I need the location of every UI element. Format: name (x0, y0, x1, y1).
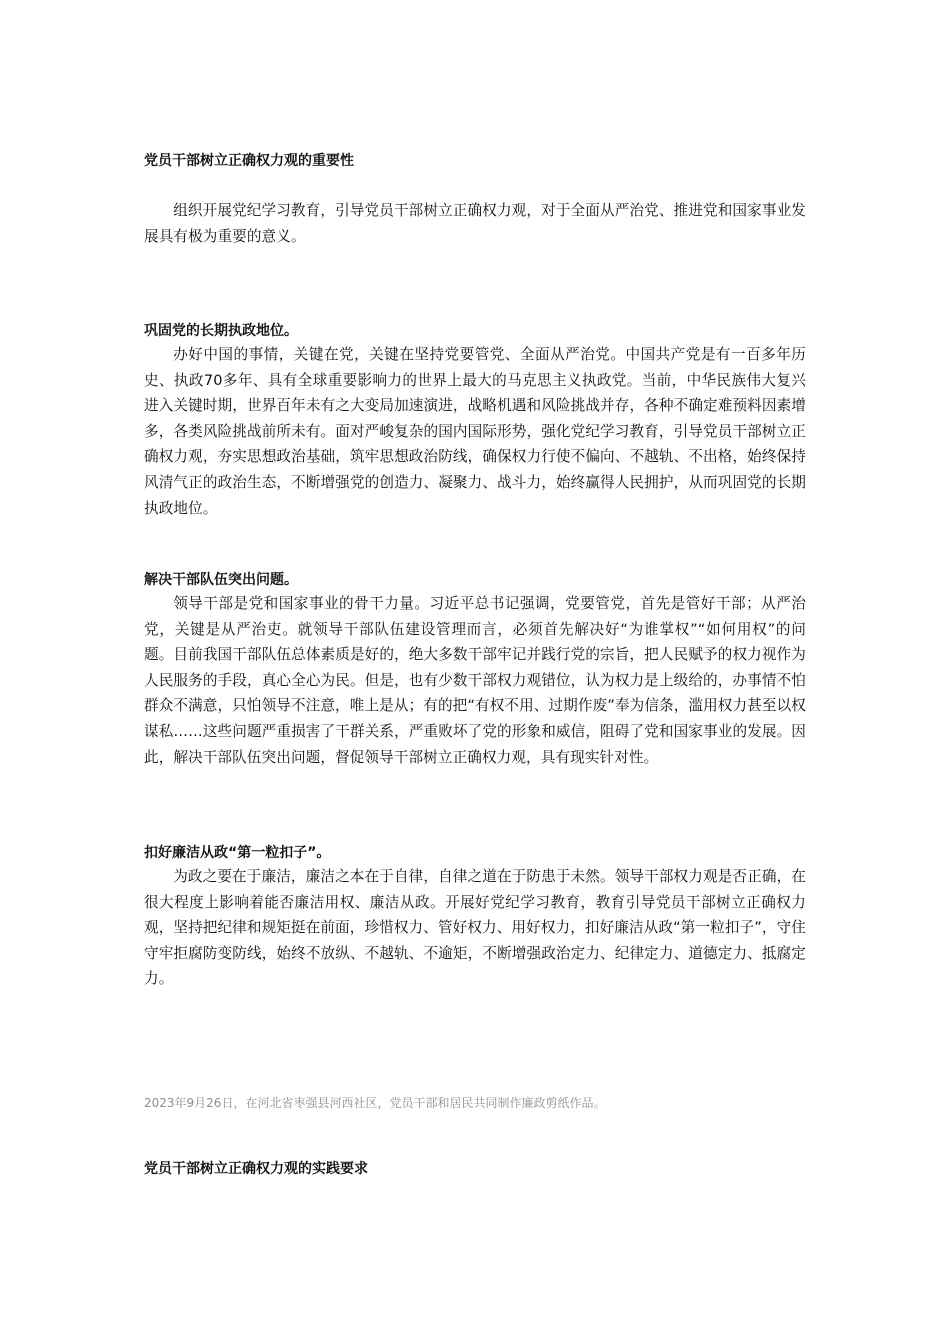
image-caption-block (144, 1094, 806, 1112)
next-section-heading: 党员干部树立正确权力观的实践要求 (144, 1161, 368, 1177)
section-heading: 巩固党的长期执政地位。 (144, 323, 298, 339)
intro-block (144, 198, 806, 249)
image-caption: 2023年9月26日，在河北省枣强县河西社区，党员干部和居民共同制作廉政剪纸作品。 (144, 1096, 606, 1110)
section-body: 领导干部是党和国家事业的骨干力量。习近平总书记强调，党要管党，首先是管好干部；从严治党，关键是从严治吏。就领导干部队伍建设管理而言，必须首先解决好“为谁掌权”“如何用权”的问题。目前我国干部队伍总体素质是好的，绝大多数干部牢记并践行党的宗旨，把人民赋予的权力视作为人民服务的手段，真心全心为民。但是，也有少数干部权力观错位，认为权力是上级给的，办事情不怕群众不满意，只怕领导不注意，唯上是从；有的把“有权不用、过期作废”奉为信条，滥用权力甚至以权谋私……这些问题严重损害了干群关系，严重败坏了党的形象和威信，阻碍了党和国家事业的发展。因此，解决干部队伍突出问题，督促领导干部树立正确权力观，具有现实针对性。 (144, 595, 806, 766)
section-1 (144, 320, 806, 521)
section-3 (144, 842, 806, 992)
intro-paragraph: 组织开展党纪学习教育，引导党员干部树立正确权力观，对于全面从严治党、推进党和国家事业发展具有极为重要的意义。 (144, 202, 806, 245)
section-heading: 扣好廉洁从政“第一粒扣子”。 (144, 845, 331, 861)
section-body: 为政之要在于廉洁，廉洁之本在于自律，自律之道在于防患于未然。领导干部权力观是否正确，在很大程度上影响着能否廉洁用权、廉洁从政。开展好党纪学习教育，教育引导党员干部树立正确权力观，坚持把纪律和规矩挺在前面，珍惜权力、管好权力、用好权力，扣好廉洁从政“第一粒扣子”，守住守牢拒腐防变防线，始终不放纵、不越轨、不逾矩，不断增强政治定力、纪律定力、道德定力、抵腐定力。 (144, 868, 806, 988)
section-2 (144, 569, 806, 770)
document-title: 党员干部树立正确权力观的重要性 (144, 153, 354, 169)
next-heading-block (144, 1158, 806, 1180)
document-title-block (144, 150, 806, 172)
section-body: 办好中国的事情，关键在党，关键在坚持党要管党、全面从严治党。中国共产党是有一百多年历史、执政70多年、具有全球重要影响力的世界上最大的马克思主义执政党。当前，中华民族伟大复兴进入关键时期，世界百年未有之大变局加速演进，战略机遇和风险挑战并存，各种不确定难预料因素增多，各类风险挑战前所未有。面对严峻复杂的国内国际形势，强化党纪学习教育，引导党员干部树立正确权力观，夯实思想政治基础，筑牢思想政治防线，确保权力行使不偏向、不越轨、不出格，始终保持风清气正的政治生态，不断增强党的创造力、凝聚力、战斗力，始终赢得人民拥护，从而巩固党的长期执政地位。 (144, 346, 806, 517)
section-heading: 解决干部队伍突出问题。 (144, 572, 298, 588)
